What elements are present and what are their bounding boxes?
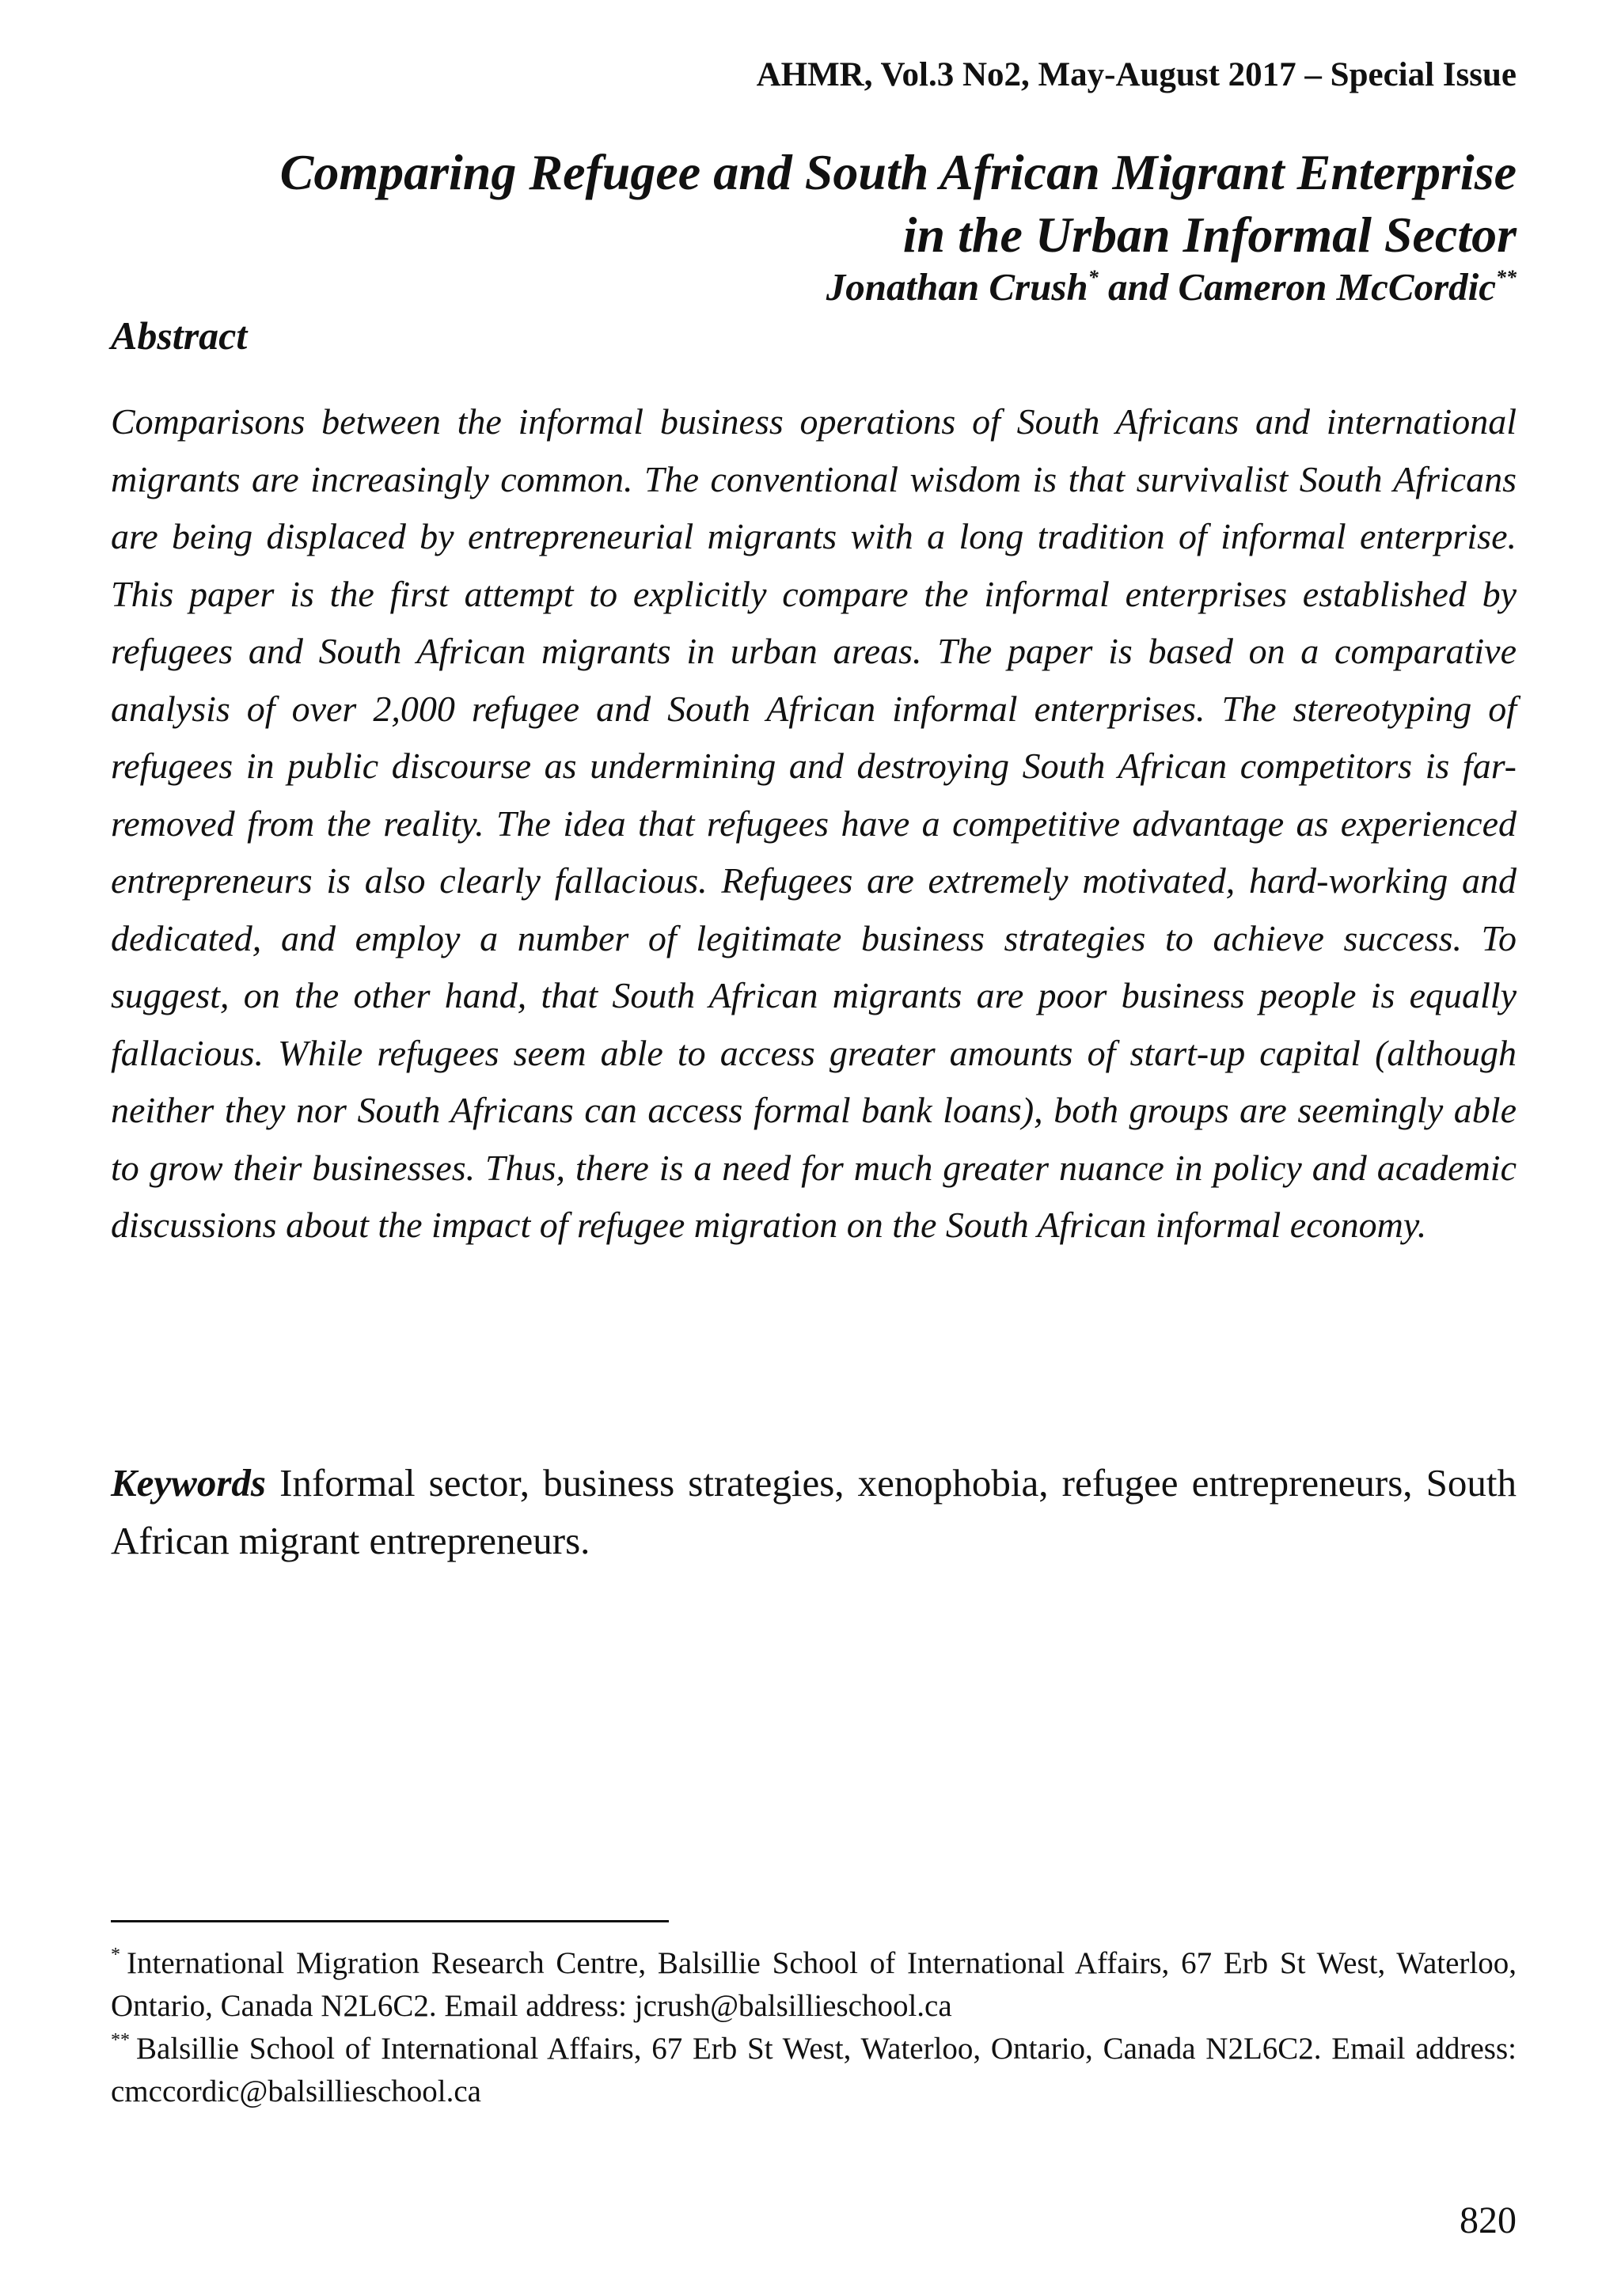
- footnote: [111, 1942, 1517, 2028]
- author-footnote-mark[interactable]: *: [1088, 266, 1099, 289]
- author-footnote-mark[interactable]: **: [1496, 266, 1517, 289]
- article-title: [111, 141, 1517, 266]
- abstract-heading: Abstract: [111, 313, 248, 358]
- footnote-text: Balsillie School of International Affairs, 67 Erb St West, Waterloo, Ontario, Canada N2L6C2. Email address: cmccordic@balsillieschool.ca: [111, 2032, 1517, 2108]
- keywords-text: Informal sector, business strategies, xenophobia, refugee entrepreneurs, South African migrant entrepreneurs.: [111, 1461, 1517, 1562]
- footnote: [111, 2028, 1517, 2113]
- journal-header: AHMR, Vol.3 No2, May-August 2017 – Special Issue: [756, 56, 1517, 93]
- author-name: Cameron McCordic: [1178, 265, 1496, 309]
- author-name: Jonathan Crush: [826, 265, 1088, 309]
- keywords-paragraph: [111, 1454, 1517, 1569]
- article-title-line-2: in the Urban Informal Sector: [902, 207, 1517, 263]
- footnote-divider: [111, 1920, 669, 1922]
- author-conjunction: and: [1098, 265, 1179, 309]
- abstract-body: Comparisons between the informal business operations of South Africans and international migrants are increasingly common. The conventional wisdom is that survivalist South Africans are being displaced by entrepreneurial migrants with a long tradition of informal enterprise. This paper is the first attempt to explicitly compare the informal enterprises established by refugees and South African migrants in urban areas. The paper is based on a comparative analysis of over 2,000 refugee and South African informal enterprises. The stereotyping of refugees in public discourse as undermining and destroying South African competitors is far-removed from the reality. The idea that refugees have a competitive advantage as experienced entrepreneurs is also clearly fallacious. Refugees are extremely motivated, hard-working and dedicated, and employ a number of legitimate business strategies to achieve success. To suggest, on the other hand, that South African migrants are poor business people is equally fallacious. While refugees seem able to access greater amounts of start-up capital (although neither they nor South Africans can access formal bank loans), both groups are seemingly able to grow their businesses. Thus, there is a need for much greater nuance in policy and academic discussions about the impact of refugee migration on the South African informal economy.: [111, 401, 1517, 1245]
- footnote-mark: *: [111, 1945, 120, 1965]
- footnote-text: International Migration Research Centre, Balsillie School of International Affairs, 67 Erb St West, Waterloo, Ontario, Canada N2L6C2. Email address: jcrush@balsillieschool.ca: [111, 1946, 1517, 2023]
- article-title-line-1: Comparing Refugee and South African Migrant Enterprise: [279, 144, 1517, 200]
- page-number: 820: [1460, 2199, 1517, 2241]
- footnote-mark: **: [111, 2030, 130, 2051]
- author-line: [826, 264, 1517, 309]
- footnotes: [111, 1942, 1517, 2113]
- keywords-label: Keywords: [111, 1461, 266, 1505]
